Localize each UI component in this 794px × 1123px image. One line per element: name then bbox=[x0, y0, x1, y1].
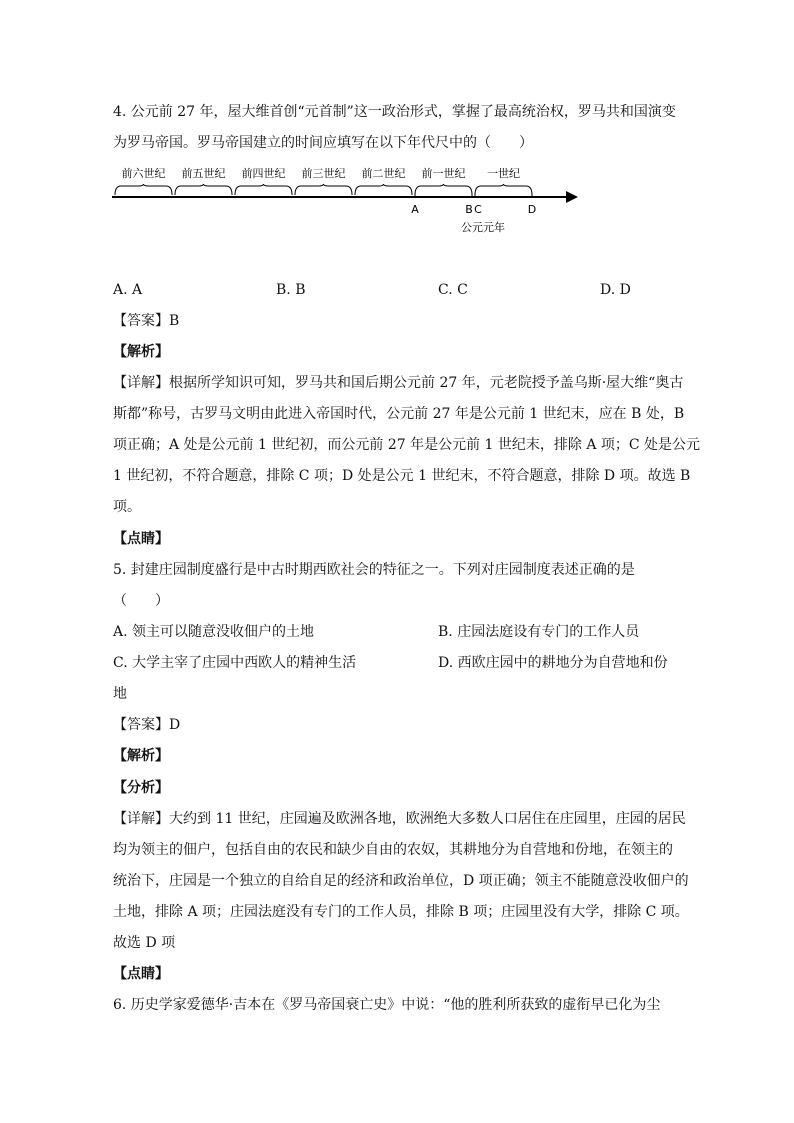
q5-detail-line4: 土地，排除 A 项；庄园法庭没有专门的工作人员，排除 B 项；庄园里没有大学，排除 C 项。 bbox=[113, 904, 689, 920]
q5-detail-line1: 【详解】大约到 11 世纪，庄园遍及欧洲各地，欧洲绝大多数人口居住在庄园里，庄园的居民 bbox=[113, 811, 686, 827]
timeline-century-label: 前六世纪 bbox=[121, 167, 166, 180]
q5-stem-line1: 5. 封建庄园制度盛行是中古时期西欧社会的特征之一。下列对庄园制度表述正确的是 bbox=[113, 562, 635, 578]
timeline-century-label: 前二世纪 bbox=[361, 167, 406, 180]
q5-detail-line5: 故选 D 项 bbox=[113, 935, 176, 951]
timeline-century-brace bbox=[295, 184, 352, 195]
q4-answer: 【答案】B bbox=[113, 313, 180, 329]
q5-option-c: C. 大学主宰了庄园中西欧人的精神生活 bbox=[113, 655, 357, 671]
timeline-century-label: 前四世纪 bbox=[241, 167, 286, 180]
timeline-century-brace bbox=[475, 184, 532, 195]
q4-stem-line2: 为罗马帝国。罗马帝国建立的时间应填写在以下年代尺中的（ ） bbox=[113, 135, 533, 151]
q5-detail-line3: 统治下，庄园是一个独立的自给自足的经济和政治单位，D 项正确；领主不能随意没收佃户的 bbox=[113, 873, 689, 889]
q5-analysis-label: 【解析】 bbox=[113, 748, 169, 764]
q5-answer: 【答案】D bbox=[113, 717, 181, 733]
timeline-marker-d: D bbox=[527, 203, 537, 216]
timeline-century-label: 一世纪 bbox=[487, 167, 520, 180]
q4-detail-line3: 项正确；A 处是公元前 1 世纪初，而公元前 27 年是公元前 1 世纪末，排除 A 项；C 处是公元 bbox=[113, 437, 701, 453]
q5-fenxi-label: 【分析】 bbox=[113, 780, 169, 796]
q4-dianjing-label: 【点睛】 bbox=[113, 531, 169, 547]
q4-detail-line4: 1 世纪初，不符合题意，排除 C 项；D 处是公元 1 世纪末，不符合题意，排除 D 项。故选 B bbox=[113, 468, 691, 484]
q4-analysis-label: 【解析】 bbox=[113, 344, 169, 360]
timeline-century-brace bbox=[235, 184, 292, 195]
q4-option-c: C. C bbox=[438, 282, 468, 298]
timeline-diagram bbox=[110, 160, 590, 240]
timeline-marker-c: C bbox=[474, 203, 482, 216]
timeline-century-label: 前三世纪 bbox=[301, 167, 346, 180]
q4-stem-line1: 4. 公元前 27 年，屋大维首创“元首制”这一政治形式，掌握了最高统治权，罗马共和国演变 bbox=[113, 104, 676, 120]
q5-stem-line2: （ ） bbox=[113, 593, 169, 609]
timeline-century-brace bbox=[175, 184, 232, 195]
timeline-century-label: 前五世纪 bbox=[181, 167, 226, 180]
timeline-century-brace bbox=[355, 184, 412, 195]
q4-detail-line1: 【详解】根据所学知识可知，罗马共和国后期公元前 27 年，元老院授予盖乌斯·屋大维“奥古 bbox=[113, 375, 684, 391]
q4-detail-line5: 项。 bbox=[113, 499, 141, 515]
q5-option-d: D. 西欧庄园中的耕地分为自营地和份 bbox=[438, 655, 668, 671]
q5-option-a: A. 领主可以随意没收佃户的土地 bbox=[113, 624, 315, 640]
q5-option-b: B. 庄园法庭设有专门的工作人员 bbox=[438, 624, 640, 640]
timeline-marker-b: B bbox=[465, 203, 473, 216]
timeline-origin-label: 公元元年 bbox=[461, 221, 505, 234]
q5-detail-line2: 均为领主的佃户，包括自由的农民和缺少自由的农奴，其耕地分为自营地和份地，在领主的 bbox=[113, 842, 673, 858]
q5-dianjing-label: 【点睛】 bbox=[113, 966, 169, 982]
timeline-century-brace bbox=[115, 184, 172, 195]
q6-stem-line1: 6. 历史学家爱德华·吉本在《罗马帝国衰亡史》中说：“他的胜利所获致的虚衔早已化为尘 bbox=[113, 997, 661, 1013]
q5-option-d-continued: 地 bbox=[113, 686, 127, 702]
timeline-marker-a: A bbox=[411, 203, 419, 216]
timeline-century-brace bbox=[415, 184, 472, 195]
timeline-arrow bbox=[566, 191, 578, 203]
q4-option-a: A. A bbox=[113, 282, 143, 298]
q4-option-d: D. D bbox=[600, 282, 631, 298]
q4-option-b: B. B bbox=[276, 282, 306, 298]
q4-detail-line2: 斯都”称号，古罗马文明由此进入帝国时代，公元前 27 年是公元前 1 世纪末，应在 B 处，B bbox=[113, 406, 685, 422]
timeline-century-label: 前一世纪 bbox=[421, 167, 466, 180]
